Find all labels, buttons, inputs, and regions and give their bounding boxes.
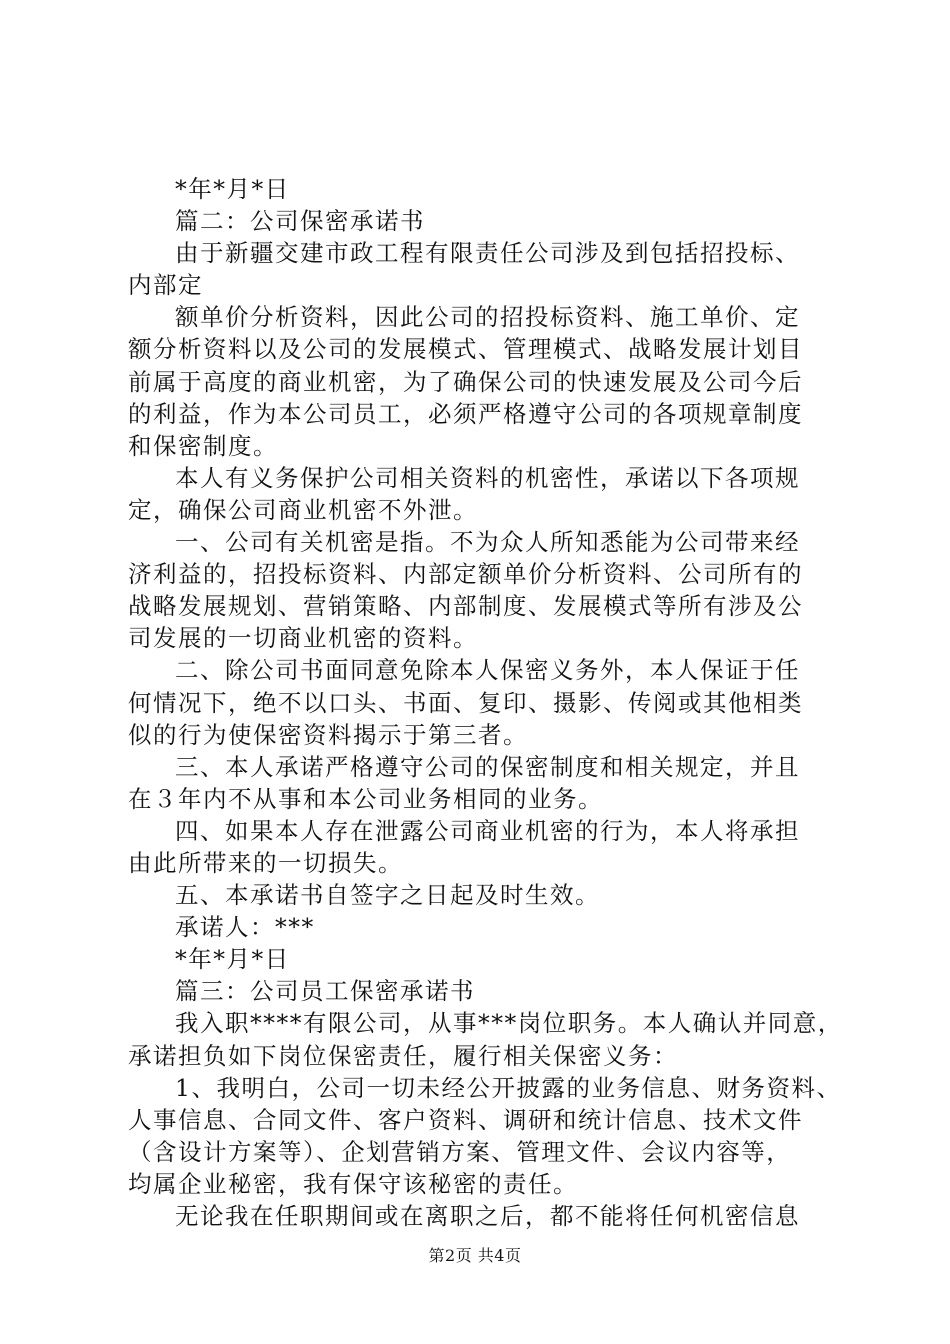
text-line: 承诺人：*** (175, 913, 315, 942)
text-line: 额单价分析资料，因此公司的招投标资料、施工单价、定 (175, 303, 800, 332)
text-line: *年*月*日 (175, 175, 290, 203)
text-line: 战略发展规划、营销策略、内部制度、发展模式等所有涉及公 (128, 592, 803, 621)
text-line: 一、公司有关机密是指。不为众人所知悉能为公司带来经 (175, 528, 800, 557)
text-line: 由此所带来的一切损失。 (128, 848, 403, 877)
document-body (128, 173, 843, 1232)
text-line: 五、本承诺书自签字之日起及时生效。 (175, 881, 600, 910)
text-line: 三、本人承诺严格遵守公司的保密制度和相关规定，并且 (175, 752, 800, 781)
text-line: 均属企业秘密，我有保守该秘密的责任。 (128, 1169, 578, 1198)
text-line: 额分析资料以及公司的发展模式、管理模式、战略发展计划目 (128, 335, 803, 364)
text-line: 似的行为使保密资料揭示于第三者。 (128, 720, 528, 749)
text-line: 内部定 (128, 271, 203, 300)
text-line: 1、我明白，公司一切未经公开披露的业务信息、财务资料、 (175, 1073, 842, 1102)
text-line: 本人有义务保护公司相关资料的机密性，承诺以下各项规 (175, 463, 800, 492)
text-line: 在３年内不从事和本公司业务相同的业务。 (128, 784, 603, 813)
text-line: 的利益，作为本公司员工，必须严格遵守公司的各项规章制度 (128, 399, 803, 428)
text-line: 何情况下，绝不以口头、书面、复印、摄影、传阅或其他相类 (128, 688, 803, 717)
text-line: 人事信息、合同文件、客户资料、调研和统计信息、技术文件 (128, 1105, 803, 1134)
text-line: *年*月*日 (175, 945, 290, 974)
text-line: 我入职****有限公司，从事***岗位职务。本人确认并同意， (175, 1009, 843, 1038)
text-line: 篇二：公司保密承诺书 (175, 207, 425, 236)
text-line: 济利益的，招投标资料、内部定额单价分析资料、公司所有的 (128, 560, 803, 589)
text-line: 由于新疆交建市政工程有限责任公司涉及到包括招投标、 (175, 239, 800, 268)
text-line: 司发展的一切商业机密的资料。 (128, 624, 478, 653)
page-footer: 第2页 共4页 (428, 1246, 522, 1265)
text-line: 四、如果本人存在泄露公司商业机密的行为，本人将承担 (175, 816, 800, 845)
text-line: 二、除公司书面同意免除本人保密义务外，本人保证于任 (175, 656, 800, 685)
text-line: 前属于高度的商业机密，为了确保公司的快速发展及公司今后 (128, 367, 803, 396)
text-line: 定，确保公司商业机密不外泄。 (128, 495, 478, 524)
text-line: 承诺担负如下岗位保密责任，履行相关保密义务： (128, 1041, 678, 1070)
text-line: 和保密制度。 (128, 431, 278, 460)
text-line: （含设计方案等）、企划营销方案、管理文件、会议内容等， (128, 1137, 792, 1166)
text-line: 无论我在任职期间或在离职之后，都不能将任何机密信息 (175, 1202, 800, 1230)
text-line: 篇三：公司员工保密承诺书 (175, 977, 475, 1006)
